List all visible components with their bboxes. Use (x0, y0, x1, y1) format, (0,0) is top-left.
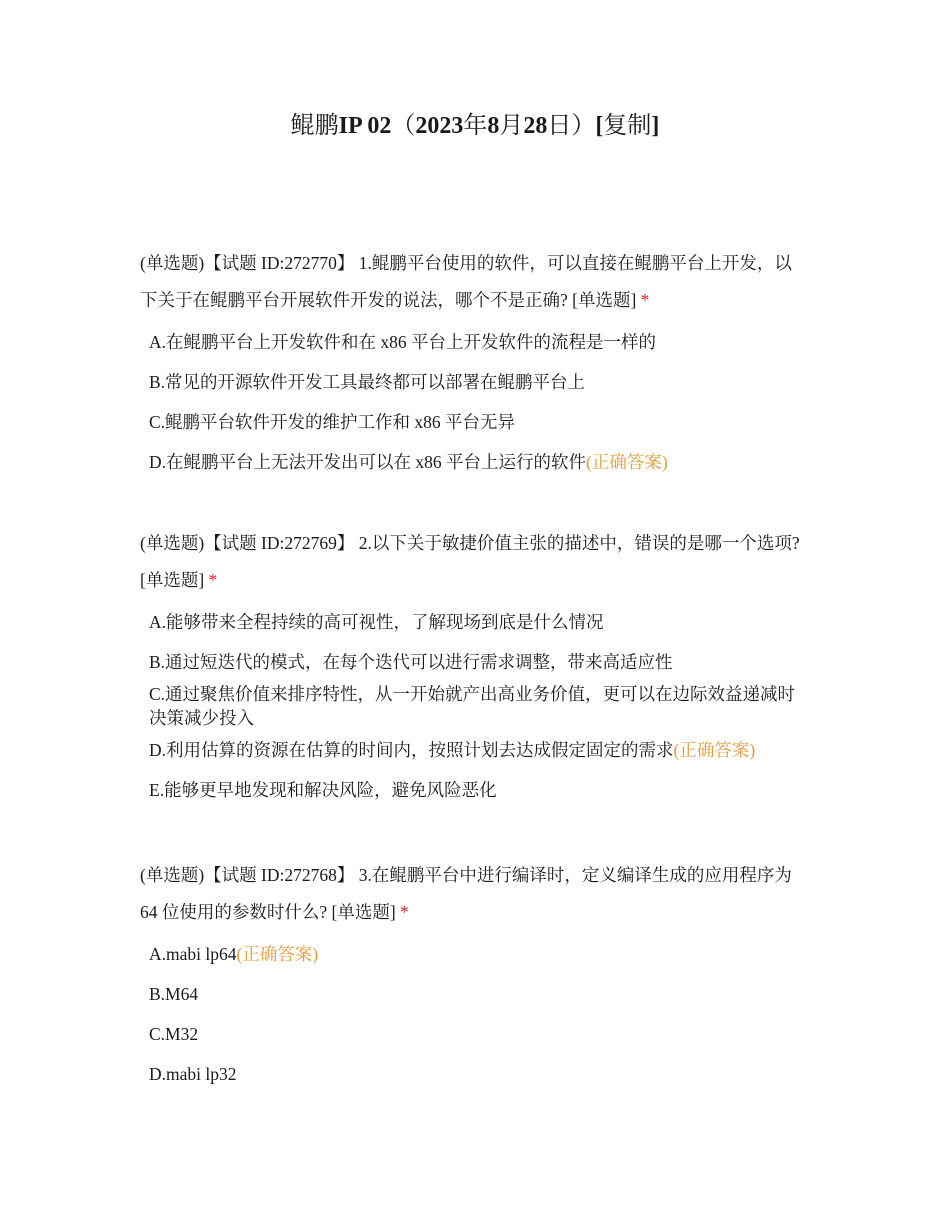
option-d[interactable] (149, 738, 805, 762)
question-text: (单选题)【试题 ID:272768】 3.在鲲鹏平台中进行编译时，定义编译生成的应用程序为 64 位使用的参数时什么? [单选题] (140, 865, 792, 922)
correct-answer-label: (正确答案) (673, 740, 756, 760)
option-text: C.鲲鹏平台软件开发的维护工作和 x86 平台无异 (149, 412, 516, 432)
option-b[interactable] (149, 370, 805, 394)
option-text: E.能够更早地发现和解决风险，避免风险恶化 (149, 780, 497, 800)
question-1 (140, 245, 805, 490)
title-text: 年 (463, 113, 488, 139)
title-text: 8 (487, 113, 500, 139)
option-text: A.能够带来全程持续的高可视性，了解现场到底是什么情况 (149, 612, 604, 632)
option-a[interactable] (149, 610, 805, 634)
option-list (140, 610, 805, 802)
required-mark: * (208, 570, 218, 590)
option-text: B.常见的开源软件开发工具最终都可以部署在鲲鹏平台上 (149, 372, 586, 392)
question-stem (140, 525, 805, 599)
option-text: B.通过短迭代的模式，在每个迭代可以进行需求调整，带来高适应性 (149, 652, 673, 672)
correct-answer-label: (正确答案) (236, 944, 319, 964)
title-text: 2023 (415, 113, 464, 139)
question-text: (单选题)【试题 ID:272769】 2.以下关于敏捷价值主张的描述中，错误的是哪一个选项? [单选题] (140, 533, 800, 590)
option-text: A.在鲲鹏平台上开发软件和在 x86 平台上开发软件的流程是一样的 (149, 332, 657, 352)
option-text: D.在鲲鹏平台上无法开发出可以在 x86 平台上运行的软件 (149, 452, 587, 472)
option-text: B.M64 (149, 984, 199, 1004)
title-text: 日） (547, 113, 596, 139)
option-list (140, 330, 805, 474)
option-a[interactable] (149, 942, 805, 966)
question-2 (140, 525, 805, 818)
question-3 (140, 857, 805, 1102)
title-text: ] (651, 113, 660, 139)
title-text: 月 (499, 113, 524, 139)
question-text: (单选题)【试题 ID:272770】 1.鲲鹏平台使用的软件，可以直接在鲲鹏平台上开发，以下关于在鲲鹏平台开展软件开发的说法，哪个不是正确? [单选题] (140, 253, 792, 310)
option-b[interactable] (149, 650, 805, 674)
title-text: 28 (523, 113, 548, 139)
question-stem (140, 245, 805, 319)
option-b[interactable] (149, 982, 805, 1006)
option-text: D.mabi lp32 (149, 1064, 237, 1084)
option-text: D.利用估算的资源在估算的时间内，按照计划去达成假定固定的需求 (149, 740, 674, 760)
option-text: C.M32 (149, 1024, 199, 1044)
title-text: （ (391, 113, 416, 139)
title-text: 复制 (603, 113, 652, 139)
correct-answer-label: (正确答案) (586, 452, 668, 472)
option-c[interactable] (149, 410, 805, 434)
option-text: A.mabi lp64 (149, 944, 237, 964)
required-mark: * (640, 290, 650, 310)
option-d[interactable] (149, 1062, 805, 1086)
title-text: [ (595, 113, 604, 139)
question-stem (140, 857, 805, 931)
option-text: C.通过聚焦价值来排序特性，从一开始就产出高业务价值，更可以在边际效益递减时决策减少投入 (149, 684, 796, 728)
page-title (0, 108, 950, 144)
title-text: 鲲鹏 (290, 113, 339, 139)
option-list (140, 942, 805, 1086)
option-e[interactable] (149, 778, 805, 802)
option-a[interactable] (149, 330, 805, 354)
title-text: IP 02 (338, 113, 392, 139)
option-c[interactable] (149, 682, 805, 730)
option-c[interactable] (149, 1022, 805, 1046)
required-mark: * (400, 902, 409, 922)
option-d[interactable] (149, 450, 805, 474)
